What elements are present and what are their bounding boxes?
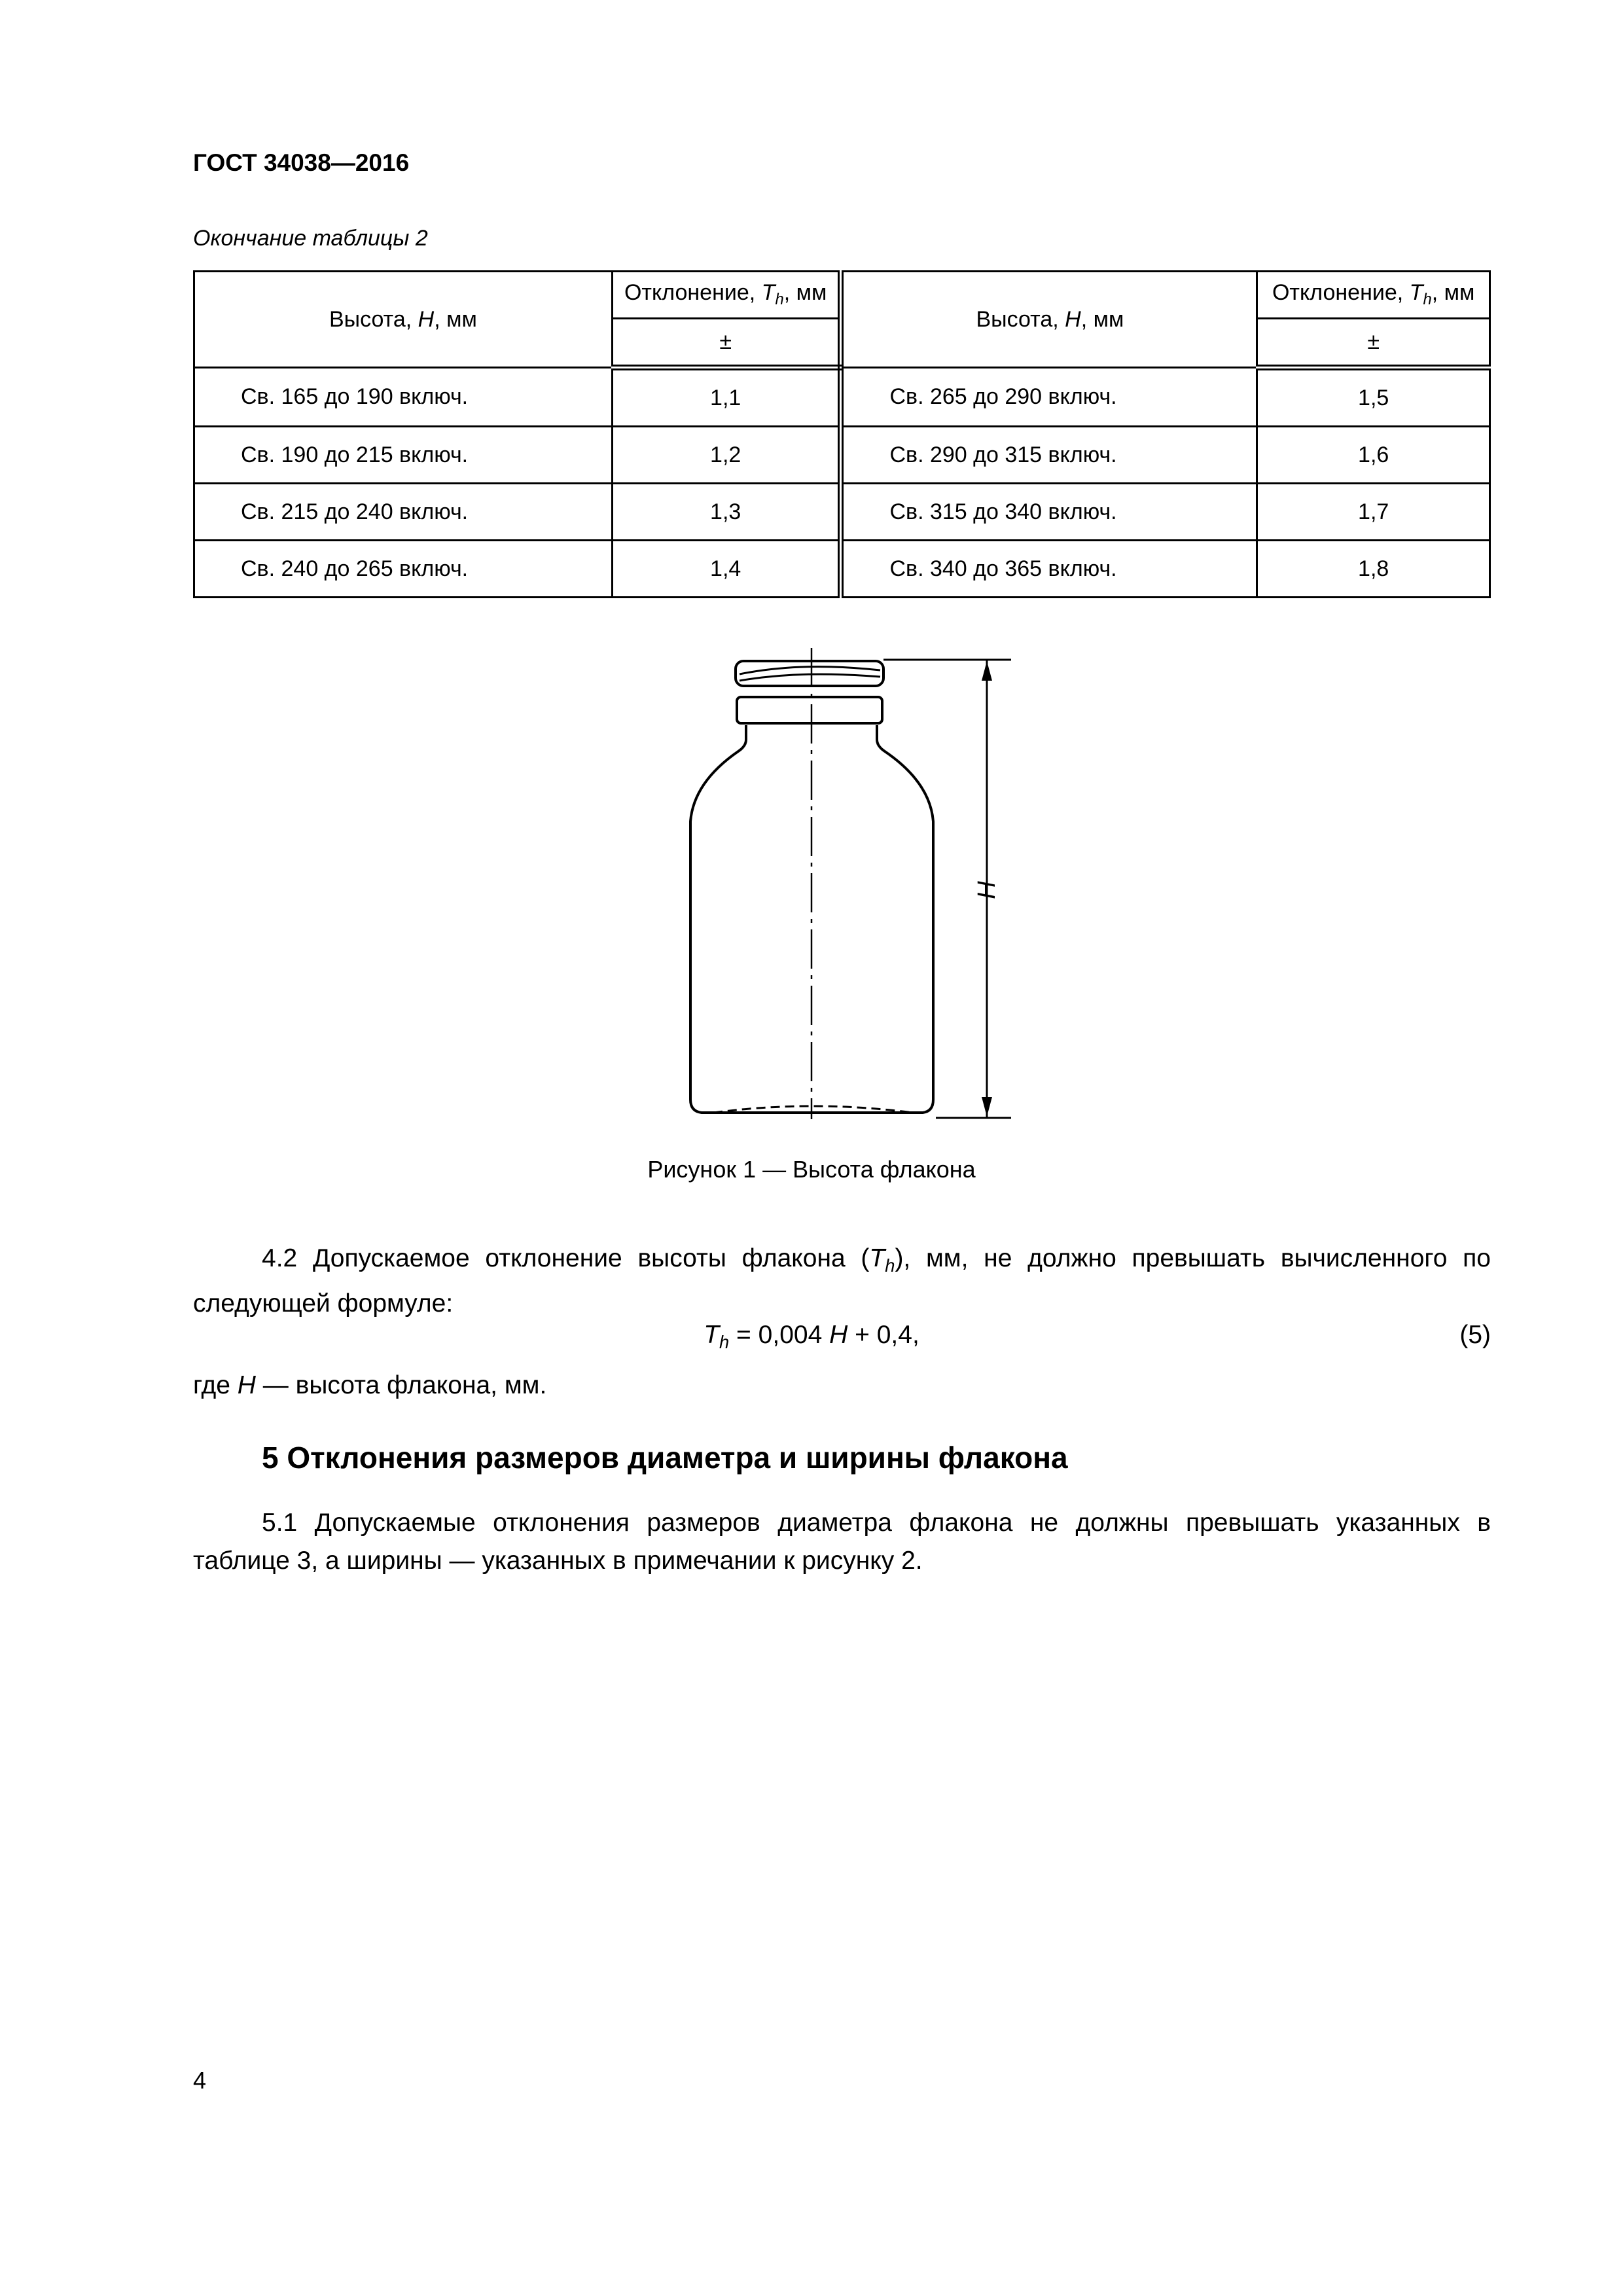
cell-right-range: Св. 340 до 365 включ.	[841, 541, 1257, 598]
cell-right-value: 1,5	[1257, 368, 1490, 427]
cell-right-range: Св. 265 до 290 включ.	[841, 368, 1257, 427]
formula-5: $T_h = 0,004$ H + 0,4,	[704, 1321, 919, 1353]
cell-left-range: Св. 215 до 240 включ.	[194, 484, 613, 541]
paragraph-5-1: 5.1 Допускаемые отклонения размеров диаметра флакона не должны превышать указанных в таблице 3, а ширины — указанных в примечании к рисунку 2.	[193, 1509, 1491, 1575]
table-row	[194, 541, 1490, 598]
cell-left-value: 1,2	[612, 427, 841, 484]
cell-right-value: 1,7	[1257, 484, 1490, 541]
header-pm-left: ±	[612, 319, 841, 368]
header-pm-right: ±	[1257, 319, 1490, 368]
table-row	[194, 427, 1490, 484]
section-5-heading: 5 Отклонения размеров диаметра и ширины флакона	[262, 1441, 1068, 1475]
height-dimension-label: H	[973, 881, 1001, 899]
cell-left-range: Св. 190 до 215 включ.	[194, 427, 613, 484]
cell-left-value: 1,4	[612, 541, 841, 598]
cell-right-value: 1,6	[1257, 427, 1490, 484]
bottle-drawing	[654, 641, 1021, 1126]
page-number: 4	[193, 2067, 207, 2094]
formula-number: (5)	[1459, 1321, 1491, 1349]
cell-left-value: 1,3	[612, 484, 841, 541]
cell-right-range: Св. 315 до 340 включ.	[841, 484, 1257, 541]
header-deviation-left: Отклонение, $T_h$, мм	[612, 272, 841, 319]
cell-left-range: Св. 165 до 190 включ.	[194, 368, 613, 427]
cell-right-value: 1,8	[1257, 541, 1490, 598]
cell-left-value: 1,1	[612, 368, 841, 427]
document-header: ГОСТ 34038—2016	[193, 149, 410, 176]
bottle-finish-ring	[737, 697, 882, 723]
formula-explanation: где H — высота флакона, мм.	[193, 1371, 547, 1399]
table-row	[194, 368, 1490, 427]
table-2	[193, 270, 1491, 598]
header-height-right: Высота, H, мм	[841, 272, 1257, 368]
header-deviation-right: Отклонение, $T_h$, мм	[1257, 272, 1490, 319]
cell-left-range: Св. 240 до 265 включ.	[194, 541, 613, 598]
figure-caption: Рисунок 1 — Высота флакона	[647, 1156, 976, 1183]
paragraph-4-2: 4.2 Допускаемое отклонение высоты флакона $(T_h)$, мм, не должно превышать вычисленного по следующей формуле:	[193, 1244, 1491, 1318]
table-row	[194, 484, 1490, 541]
cell-right-range: Св. 290 до 315 включ.	[841, 427, 1257, 484]
header-height-left: Высота, H, мм	[194, 272, 613, 368]
table-continuation-label: Окончание таблицы 2	[193, 226, 428, 251]
